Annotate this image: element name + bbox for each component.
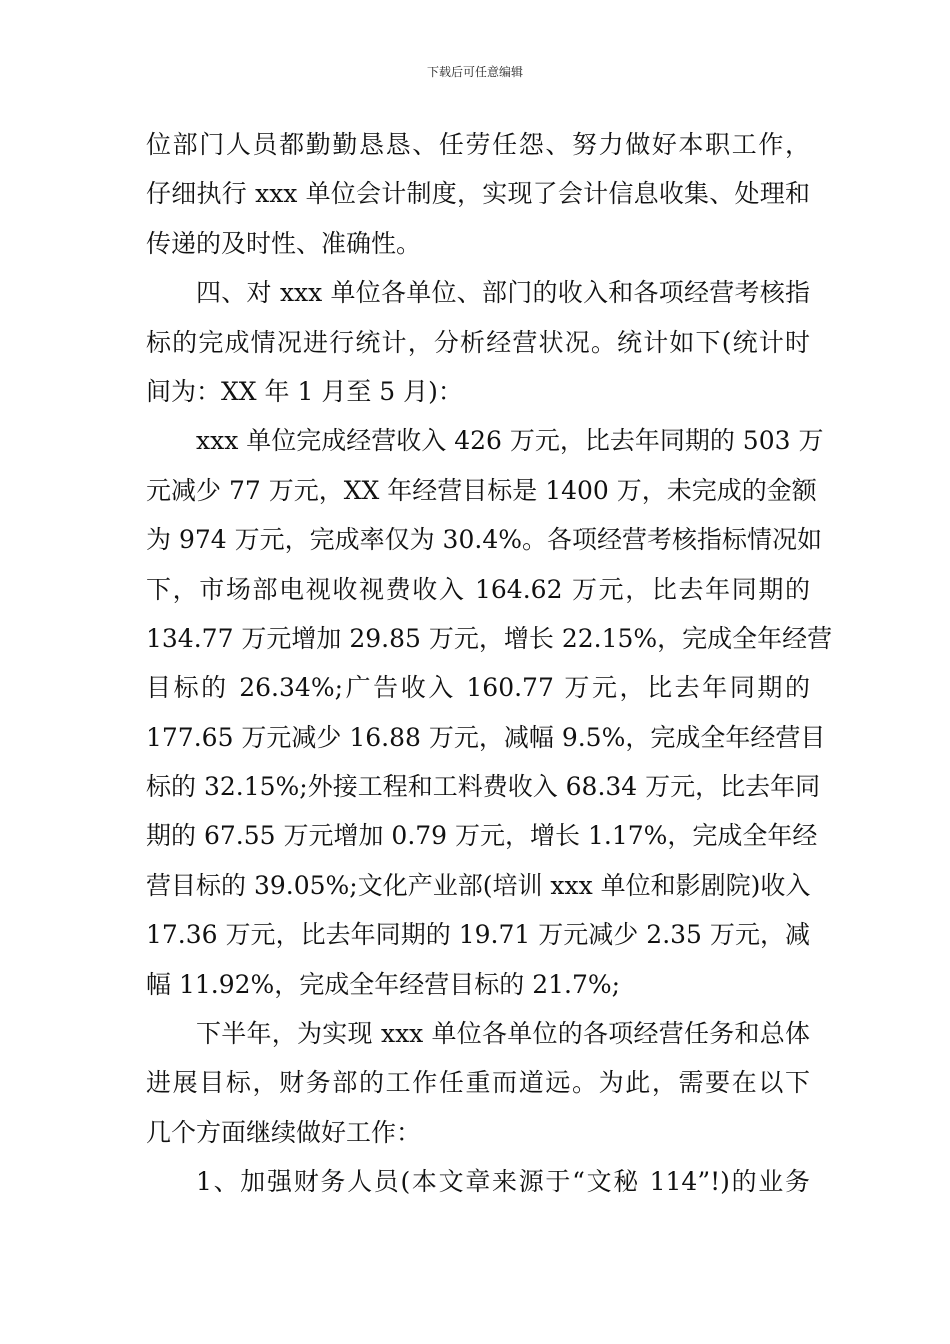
body-line-13: 177.65 万元减少 16.88 万元，减幅 9.5%，完成全年经营目: [146, 722, 826, 752]
page-header-note: 下载后可任意编辑: [426, 65, 523, 79]
body-line-7: xxx 单位完成经营收入 426 万元，比去年同期的 503 万: [196, 426, 824, 456]
body-line-1: 位部门人员都勤勤恳恳、任劳任怨、努力做好本职工作，: [146, 130, 810, 159]
body-line-11: 134.77 万元增加 29.85 万元，增长 22.15%，完成全年经营: [146, 623, 833, 653]
body-line-3: 传递的及时性、准确性。: [146, 228, 422, 258]
body-line-6: 间为：XX 年 1 月至 5 月)：: [146, 376, 463, 406]
body-line-9: 为 974 万元，完成率仅为 30.4%。各项经营考核指标情况如: [146, 525, 822, 555]
body-line-14: 标的 32.15%;外接工程和工料费收入 68.34 万元，比去年同: [146, 772, 821, 802]
body-line-4: 四、对 xxx 单位各单位、部门的收入和各项经营考核指: [196, 278, 810, 308]
body-line-2: 仔细执行 xxx 单位会计制度，实现了会计信息收集、处理和: [146, 179, 810, 209]
body-line-12: 目标的 26.34%;广告收入 160.77 万元，比去年同期的: [146, 673, 810, 703]
body-line-21: 几个方面继续做好工作：: [146, 1117, 422, 1147]
body-line-18: 幅 11.92%，完成全年经营目标的 21.7%;: [146, 969, 621, 999]
body-line-16: 营目标的 39.05%;文化产业部(培训 xxx 单位和影剧院)收入: [146, 870, 811, 900]
body-line-8: 元减少 77 万元，XX 年经营目标是 1400 万，未完成的金额: [146, 475, 817, 505]
body-line-17: 17.36 万元，比去年同期的 19.71 万元减少 2.35 万元，减: [146, 920, 810, 950]
body-line-20: 进展目标，财务部的工作任重而道远。为此，需要在以下: [146, 1068, 810, 1098]
document-body: [146, 120, 833, 1207]
body-line-19: 下半年，为实现 xxx 单位各单位的各项经营任务和总体: [196, 1019, 810, 1049]
body-line-15: 期的 67.55 万元增加 0.79 万元，增长 1.17%，完成全年经: [146, 821, 818, 851]
body-line-5: 标的完成情况进行统计，分析经营状况。统计如下(统计时: [146, 327, 810, 357]
body-line-10: 下，市场部电视收视费收入 164.62 万元，比去年同期的: [146, 574, 810, 604]
body-line-22: 1、加强财务人员(本文章来源于“文秘 114”!)的业务: [196, 1167, 810, 1197]
